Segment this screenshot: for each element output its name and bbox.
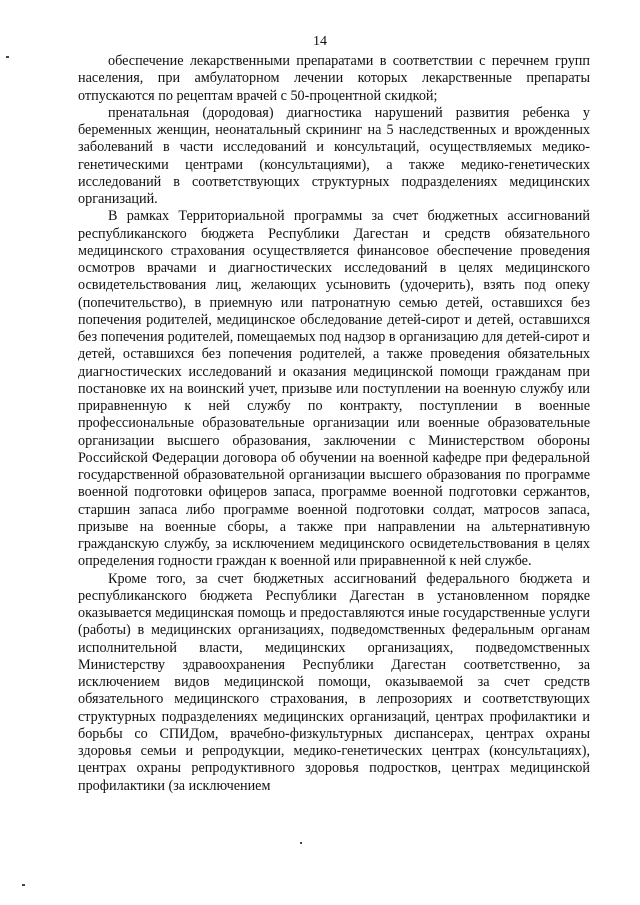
scan-speck — [22, 884, 25, 886]
page-number: 14 — [313, 34, 327, 49]
document-body — [78, 53, 590, 795]
scan-speck — [300, 842, 302, 844]
scan-speck — [6, 56, 9, 58]
paragraph-federal-budget: Кроме того, за счет бюджетных ассигнований федерального бюджета и республиканского бюджета Республики Дагестан в установленном порядке оказывается медицинская помощь и предоставляются иные государственные услуги (работы) в медицинских организациях, подведомственных федеральным органам исполнительной власти, медицинских организациях, подведомственных Министерству здравоохранения Республики Дагестан соответственно, за исключением видов медицинской помощи, оказываемой за счет средств обязательного медицинского страхования, в лепрозориях и соответствующих структурных подразделениях медицинских организаций, центрах профилактики и борьбы со СПИДом, врачебно-физкультурных диспансерах, центрах охраны здоровья семьи и репродукции, медико-генетических центрах (консультациях), центрах охраны репродуктивного здоровья подростков, центрах медицинской профилактики (за исключением — [78, 570, 590, 794]
paragraph-prenatal-diagnostics: пренатальная (дородовая) диагностика нарушений развития ребенка у беременных женщин, неонатальный скрининг на 5 наследственных и врожденных заболеваний в части исследований и консультаций, осуществляемых медико-генетическими центрами (консультациями), а также медико-генетических исследований в соответствующих структурных подразделениях медицинских организаций. — [78, 104, 590, 207]
paragraph-territorial-program: В рамках Территориальной программы за счет бюджетных ассигнований республиканского бюджета Республики Дагестан и средств обязательного медицинского страхования осуществляется финансовое обеспечение проведения осмотров врачами и диагностических исследований в целях медицинского освидетельствования лиц, желающих усыновить (удочерить), взять под опеку (попечительство), в приемную или патронатную семью детей, оставшихся без попечения родителей, медицинское обследование детей-сирот и детей, оставшихся без попечения родителей, помещаемых под надзор в организацию для детей-сирот и детей, оставшихся без попечения родителей, а также проведения обязательных диагностических исследований и оказания медицинской помощи гражданам при постановке их на воинский учет, призыве или поступлении на военную службу или приравненную к ней службу по контракту, поступлении в военные профессиональные образовательные организации или военные образовательные организации высшего образования, заключении с Министерством обороны Российской Федерации договора об обучении на военной кафедре при федеральной государственной образовательной организации высшего образования по программе военной подготовки офицеров запаса, программе военной подготовки сержантов, старшин запаса либо программе военной подготовки солдат, матросов запаса, призыве на военные сборы, а также при направлении на альтернативную гражданскую службу, за исключением медицинского освидетельствования в целях определения годности граждан к военной или приравненной к ней службе. — [78, 208, 590, 570]
paragraph-drug-provision: обеспечение лекарственными препаратами в соответствии с перечнем групп населения, при амбулаторном лечении которых лекарственные препараты отпускаются по рецептам врачей с 50-процентной скидкой; — [78, 53, 590, 104]
